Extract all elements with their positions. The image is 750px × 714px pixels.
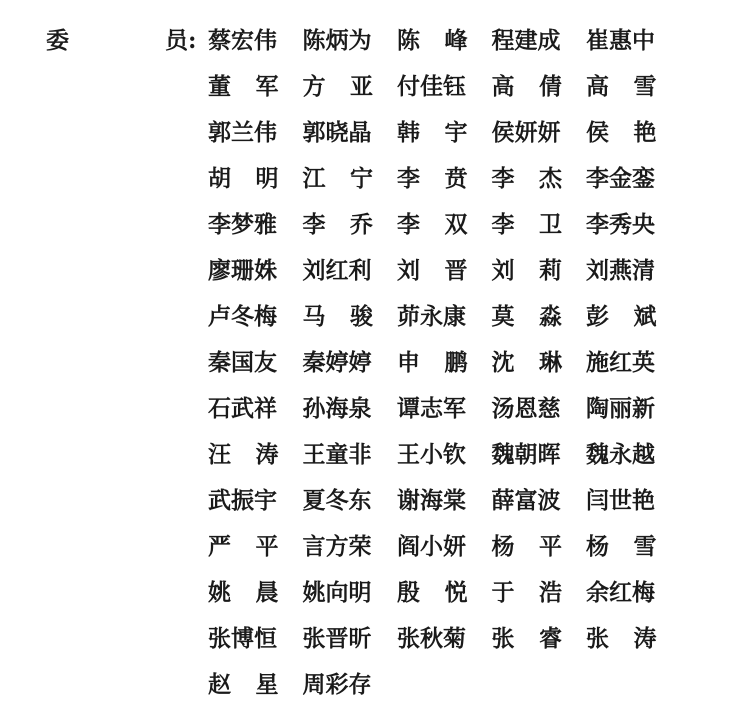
- member-name: 彭 斌: [586, 303, 657, 330]
- member-name: 王小钦: [397, 441, 466, 468]
- member-name: 韩 宇: [397, 119, 468, 146]
- member-name: 李 双: [397, 211, 468, 238]
- member-name: 汤恩慈: [491, 395, 561, 422]
- member-name: 胡 明: [208, 165, 279, 192]
- member-name: 刘 莉: [491, 257, 562, 284]
- member-name: 沈 琳: [491, 349, 562, 376]
- member-name: 申 鹏: [397, 349, 468, 376]
- member-name: 付佳钰: [397, 73, 466, 100]
- member-name: 高 雪: [586, 73, 657, 100]
- member-name: 魏永越: [586, 441, 655, 468]
- member-name: 刘红利: [302, 257, 372, 284]
- member-row: [208, 254, 678, 300]
- member-name: 高 倩: [491, 73, 562, 100]
- member-name: 方 亚: [302, 73, 373, 100]
- member-name: 董 军: [208, 73, 279, 100]
- member-name: 武振宇: [208, 487, 277, 514]
- member-row: [208, 208, 678, 254]
- member-name: 石武祥: [208, 395, 277, 422]
- member-name: 李秀央: [586, 211, 655, 238]
- member-name: 马 骏: [302, 303, 373, 330]
- member-name: 莫 淼: [491, 303, 562, 330]
- member-name: 张晋昕: [302, 625, 372, 652]
- member-name: 魏朝晖: [491, 441, 561, 468]
- member-name: 侯妍妍: [491, 119, 561, 146]
- member-name: 严 平: [208, 533, 279, 560]
- member-name: 薛富波: [491, 487, 561, 514]
- member-name: 廖珊姝: [208, 257, 277, 284]
- member-row: [208, 392, 678, 438]
- member-name: 孙海泉: [302, 395, 372, 422]
- member-name: 阎小妍: [397, 533, 466, 560]
- member-name: 陶丽新: [586, 395, 655, 422]
- member-name: 张 睿: [491, 625, 562, 652]
- member-name: 夏冬东: [302, 487, 372, 514]
- member-name: 江 宁: [302, 165, 373, 192]
- member-row: [208, 116, 678, 162]
- member-name: 王童非: [302, 441, 372, 468]
- member-name: 汪 涛: [208, 441, 279, 468]
- member-name: 谢海棠: [397, 487, 466, 514]
- member-row: [208, 622, 678, 668]
- member-row: [208, 70, 678, 116]
- member-name: 郭晓晶: [302, 119, 372, 146]
- committee-label-left: 委: [46, 27, 69, 54]
- member-name: 陈炳为: [302, 27, 372, 54]
- member-row: [208, 668, 678, 714]
- member-name: 言方荣: [302, 533, 372, 560]
- member-name: 杨 雪: [586, 533, 657, 560]
- member-name: 于 浩: [491, 579, 562, 606]
- member-name: 周彩存: [302, 671, 372, 698]
- member-name: 殷 悦: [397, 579, 468, 606]
- member-name: 崔惠中: [586, 27, 655, 54]
- member-row: [208, 576, 678, 622]
- member-row: [208, 162, 678, 208]
- member-name: 李 贲: [397, 165, 468, 192]
- member-name: 张 涛: [586, 625, 657, 652]
- member-name: 李梦雅: [208, 211, 277, 238]
- member-name: 刘 晋: [397, 257, 468, 284]
- member-name: 茆永康: [397, 303, 466, 330]
- member-name: 李 卫: [491, 211, 562, 238]
- member-name: 李 杰: [491, 165, 562, 192]
- member-row: [208, 530, 678, 576]
- member-name: 刘燕清: [586, 257, 655, 284]
- member-name: 赵 星: [208, 671, 279, 698]
- member-name: 侯 艳: [586, 119, 657, 146]
- member-name: 张博恒: [208, 625, 277, 652]
- member-name: 张秋菊: [397, 625, 466, 652]
- member-name: 陈 峰: [397, 27, 468, 54]
- member-row: [208, 484, 678, 530]
- member-name: 秦国友: [208, 349, 277, 376]
- member-name: 秦婷婷: [302, 349, 372, 376]
- member-name: 李金銮: [586, 165, 655, 192]
- member-name: 李 乔: [302, 211, 373, 238]
- committee-label-right: 员:: [165, 27, 197, 54]
- member-name: 姚 晨: [208, 579, 279, 606]
- member-name: 姚向明: [302, 579, 372, 606]
- member-name: 郭兰伟: [208, 119, 277, 146]
- member-name: 杨 平: [491, 533, 562, 560]
- member-name: 程建成: [491, 27, 561, 54]
- member-name: 闫世艳: [586, 487, 655, 514]
- member-row: [208, 300, 678, 346]
- member-grid: [208, 24, 678, 714]
- member-name: 余红梅: [586, 579, 655, 606]
- member-row: [208, 24, 678, 70]
- member-row: [208, 438, 678, 484]
- member-row: [208, 346, 678, 392]
- member-name: 施红英: [586, 349, 655, 376]
- member-name: 卢冬梅: [208, 303, 277, 330]
- member-name: 谭志军: [397, 395, 466, 422]
- member-name: 蔡宏伟: [208, 27, 277, 54]
